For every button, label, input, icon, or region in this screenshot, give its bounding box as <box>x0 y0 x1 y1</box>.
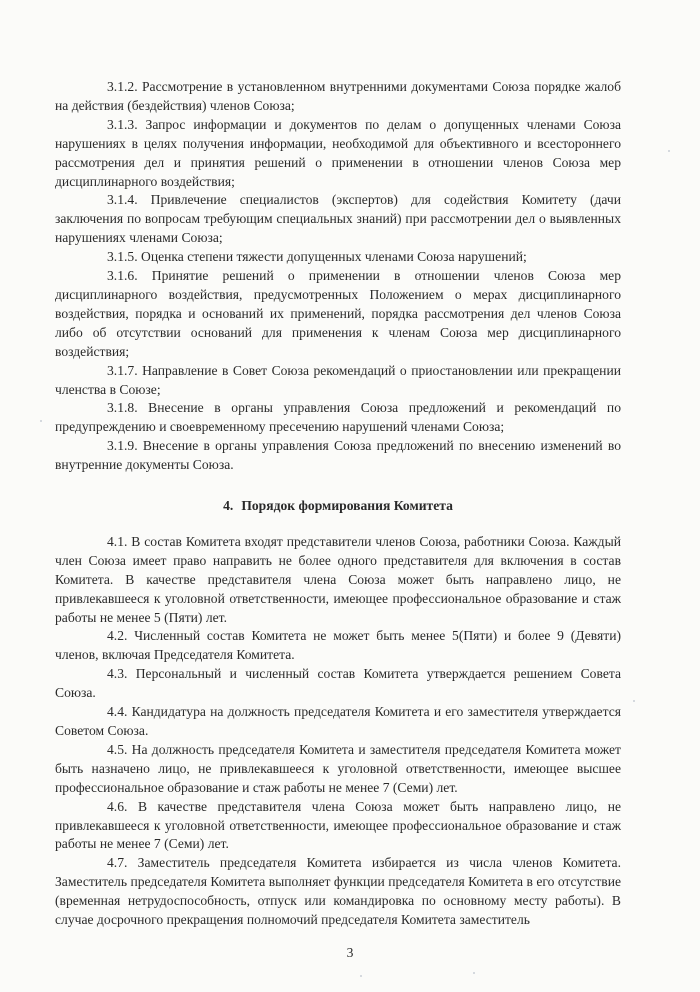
clause-3-1-8 <box>55 399 621 437</box>
clause-3-1-4 <box>55 191 621 248</box>
clause-text: Внесение в органы управления Союза предложений и рекомендаций по предупреждению и своевременному пресечению нарушений членами Союза; <box>55 400 621 435</box>
clause-text: Персональный и численный состав Комитета утверждается решением Совета Союза. <box>55 666 621 701</box>
clause-4-1 <box>55 533 621 628</box>
clause-text: На должность председателя Комитета и заместителя председателя Комитета может быть назначено лицо, не привлекавшееся к уголовной ответственности, имеющее высшее профессиональное образование и стаж работы не менее 7 (Семи) лет. <box>55 741 621 795</box>
clause-number: 4.6. <box>107 798 128 814</box>
page-body <box>55 78 621 930</box>
clause-3-1-5 <box>55 248 621 267</box>
clause-number: 3.1.9. <box>107 438 138 454</box>
clause-text: Направление в Совет Союза рекомендаций о приостановлении или прекращении членства в Союзе; <box>55 362 621 397</box>
section-4-heading <box>55 497 621 516</box>
clause-number: 3.1.7. <box>107 362 138 378</box>
clause-number: 4.3. <box>107 666 128 682</box>
clause-text: Запрос информации и документов по делам о допущенных членами Союза нарушениях в целях получения информации, необходимой для объективного и всестороннего рассмотрения дел и принятия решений о применении в отношении членов Союза мер дисциплинарного воздействия; <box>55 116 621 189</box>
clause-number: 3.1.2. <box>107 79 138 94</box>
scan-speck <box>633 700 635 702</box>
clause-number: 4.4. <box>107 704 128 720</box>
clause-number: 4.2. <box>107 628 128 644</box>
scan-speck <box>360 975 362 977</box>
clause-text: Оценка степени тяжести допущенных членами Союза нарушений; <box>141 249 527 265</box>
clause-3-1-9 <box>55 437 621 475</box>
clause-text: Кандидатура на должность председателя Комитета и его заместителя утверждается Советом Союза. <box>55 704 621 738</box>
clause-text: Численный состав Комитета не может быть менее 5(Пяти) и более 9 (Девяти) членов, включая Председателя Комитета. <box>55 628 621 663</box>
section-number: 4. <box>223 498 234 514</box>
clause-3-1-6 <box>55 267 621 362</box>
clause-text: Рассмотрение в установленном внутренними документами Союза порядке жалоб на действия (бездействия) членов Союза; <box>55 79 621 113</box>
clause-3-1-7 <box>55 362 621 400</box>
clause-number: 3.1.4. <box>107 192 138 208</box>
clause-number: 3.1.5. <box>107 249 138 265</box>
scan-speck <box>473 972 475 974</box>
clause-number: 4.7. <box>107 855 128 871</box>
clause-text: В состав Комитета входят представители членов Союза, работники Союза. Каждый член Союза имеет право направить не более одного представителя для включения в состав Комитета. В качестве представителя члена Союза может быть направлено лицо, не привлекавшееся к уголовной ответственности, имеющее профессиональное образование и стаж работы не менее 5 (Пяти) лет. <box>55 533 621 625</box>
scan-speck <box>40 420 42 422</box>
clause-number: 4.1. <box>107 533 128 549</box>
clause-text: Привлечение специалистов (экспертов) для содействия Комитету (дачи заключения по вопросам требующим специальных знаний) при рассмотрении дел о выявленных нарушениях членами Союза; <box>55 192 621 246</box>
clause-4-2 <box>55 627 621 665</box>
scan-speck <box>668 150 670 152</box>
clause-4-7 <box>55 854 621 930</box>
clause-text: Заместитель председателя Комитета избирается из числа членов Комитета. Заместитель председателя Комитета выполняет функции председателя Комитета в его отсутствие (временная нетрудоспособность, отпуск или командировка по основному месту работы). В случае досрочного прекращения полномочий председателя Комитета заместитель <box>55 855 621 928</box>
clause-4-5 <box>55 741 621 798</box>
clause-text: Принятие решений о применении в отношении членов Союза мер дисциплинарного воздействия, предусмотренных Положением о мерах дисциплинарного воздействия, порядка и оснований их применений, порядка рассмотрения дел членов Союза либо об отсутствии оснований для применения к членам Союза мер дисциплинарного воздействия; <box>55 268 622 359</box>
clause-3-1-2 <box>55 78 621 116</box>
clause-number: 3.1.3. <box>107 116 138 132</box>
page-number: 3 <box>346 944 354 960</box>
clause-text: Внесение в органы управления Союза предложений по внесению изменений во внутренние документы Союза. <box>55 438 621 473</box>
section-title: Порядок формирования Комитета <box>241 498 453 514</box>
clause-number: 4.5. <box>107 741 128 757</box>
clause-number: 3.1.8. <box>107 400 138 416</box>
clause-4-6 <box>55 798 621 855</box>
clause-number: 3.1.6. <box>107 268 138 284</box>
clause-3-1-3 <box>55 116 621 192</box>
clause-4-4 <box>55 703 621 741</box>
clause-text: В качестве представителя члена Союза может быть направлено лицо, не привлекавшееся к уголовной ответственности, имеющее профессиональное образование и стаж работы не менее 7 (Семи) лет. <box>55 798 621 852</box>
clause-4-3 <box>55 665 621 703</box>
